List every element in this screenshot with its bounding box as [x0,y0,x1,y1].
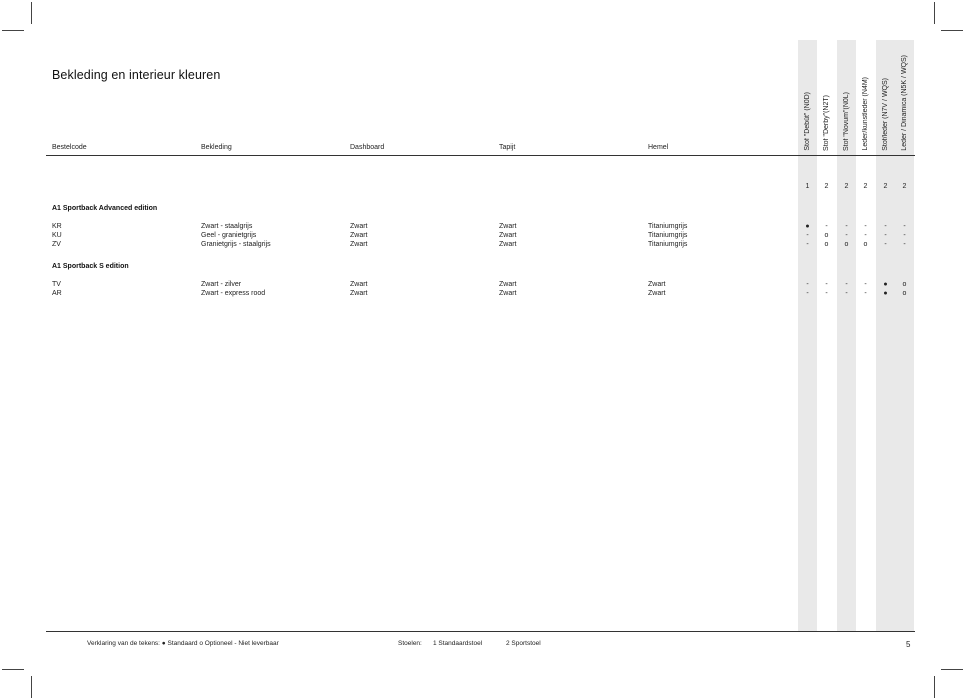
option-header-n5k: Leder / Dinamica (N5K / WQS) [901,55,908,151]
page-title: Bekleding en interieur kleuren [52,68,221,82]
seat-type-n7v: 2 [883,183,888,190]
row-mark: - [903,223,906,230]
crop-mark [934,676,935,698]
option-header-n2t: Stof "Derby"(N2T) [823,95,830,151]
seats-label: Stoelen: [398,640,422,647]
row-mark: o [902,290,907,297]
group-title-advanced: A1 Sportback Advanced edition [52,205,158,212]
row-mark: - [825,281,828,288]
row-headliner: Titaniumgrijs [648,232,688,239]
seat-legend-1: 1 Standaardstoel [433,640,483,647]
row-mark: - [825,223,828,230]
row-mark: o [902,281,907,288]
crop-mark [941,669,963,670]
crop-mark [2,30,24,31]
row-dashboard: Zwart [350,232,368,239]
row-mark: - [884,232,887,239]
row-carpet: Zwart [499,223,517,230]
column-header-headliner: Hemel [648,144,669,151]
row-upholstery: Geel - granietgrijs [201,232,257,239]
row-mark: o [824,232,829,239]
row-upholstery: Zwart - staalgrijs [201,223,253,230]
seat-type-n0d: 1 [805,183,810,190]
row-code: KU [52,232,62,239]
row-mark: - [845,232,848,239]
page-number: 5 [906,640,911,649]
row-upholstery: Granietgrijs - staalgrijs [201,241,271,248]
row-mark: - [864,223,867,230]
row-carpet: Zwart [499,281,517,288]
column-header-upholstery: Bekleding [201,144,232,151]
seat-legend-2: 2 Sportstoel [506,640,541,647]
option-header-n0d: Stof "Debüt" (N0D) [804,92,811,151]
column-header-dashboard: Dashboard [350,144,385,151]
row-code: AR [52,290,62,297]
row-carpet: Zwart [499,290,517,297]
row-upholstery: Zwart - express rood [201,290,266,297]
row-mark: o [824,241,829,248]
crop-mark [31,676,32,698]
group-title-s-edition: A1 Sportback S edition [52,263,129,270]
row-mark: - [845,223,848,230]
column-header-carpet: Tapijt [499,144,516,151]
row-mark: - [903,241,906,248]
row-headliner: Titaniumgrijs [648,223,688,230]
row-carpet: Zwart [499,232,517,239]
seat-type-n2t: 2 [824,183,829,190]
legend-text: Verklaring van de tekens: ● Standaard o Optioneel - Niet leverbaar [87,640,279,647]
footer-rule [46,631,915,632]
option-header-n0l: Stof "Novum"(N0L) [843,91,850,151]
row-mark: - [884,223,887,230]
row-dashboard: Zwart [350,223,368,230]
row-mark: - [806,232,809,239]
row-mark: - [845,281,848,288]
row-headliner: Titaniumgrijs [648,241,688,248]
crop-mark [2,669,24,670]
row-code: KR [52,223,62,230]
crop-mark [934,2,935,24]
row-carpet: Zwart [499,241,517,248]
crop-mark [941,30,963,31]
row-mark: o [844,241,849,248]
row-dashboard: Zwart [350,290,368,297]
row-mark: - [884,241,887,248]
column-header-code: Bestelcode [52,144,87,151]
row-mark: - [864,290,867,297]
row-code: TV [52,281,61,288]
header-rule [46,155,915,156]
seat-type-n0l: 2 [844,183,849,190]
row-mark: - [864,232,867,239]
row-mark: - [806,290,809,297]
seat-type-n5k: 2 [902,183,907,190]
row-dashboard: Zwart [350,241,368,248]
option-header-n4m: Leder/kunstleder (N4M) [862,77,869,151]
row-mark: ● [883,290,888,297]
row-mark: - [806,281,809,288]
row-mark: - [864,281,867,288]
row-mark: ● [805,223,810,230]
row-headliner: Zwart [648,281,666,288]
row-mark: ● [883,281,888,288]
row-code: ZV [52,241,61,248]
seat-type-n4m: 2 [863,183,868,190]
row-upholstery: Zwart - zilver [201,281,242,288]
row-mark: - [806,241,809,248]
crop-mark [31,2,32,24]
row-mark: - [845,290,848,297]
option-header-n7v: Stof/leder (N7V / WQS) [882,78,889,151]
row-mark: - [825,290,828,297]
row-mark: o [863,241,868,248]
row-mark: - [903,232,906,239]
row-headliner: Zwart [648,290,666,297]
row-dashboard: Zwart [350,281,368,288]
